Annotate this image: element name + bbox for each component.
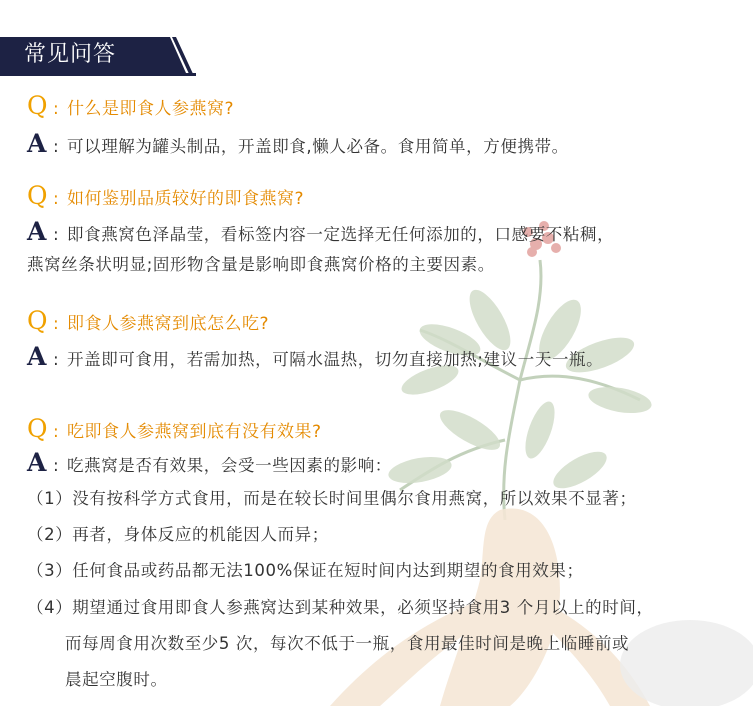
faq-item-2 (27, 181, 614, 283)
question-row (27, 414, 392, 444)
answer-text: 即食燕窝色泽晶莹，看标签内容一定选择无任何添加的，口感要不粘稠， (67, 225, 615, 244)
section-title: 常见问答 (24, 42, 117, 67)
a-colon: : (53, 456, 59, 476)
q-colon: : (53, 314, 59, 334)
faq-item-4 (27, 414, 392, 478)
list-item-2: （2）再者，身体反应的机能因人而异； (27, 525, 329, 544)
section-banner (0, 37, 200, 79)
list-item-4: （4）期望通过食用即食人参燕窝达到某种效果，必须坚持食用3 个月以上的时间， (27, 598, 654, 617)
faq-item-1 (27, 91, 569, 159)
answer-text-continued: 燕窝丝条状明显;固形物含量是影响即食燕窝价格的主要因素。 (27, 255, 495, 274)
a-mark: A (27, 129, 47, 158)
q-mark: Q (27, 181, 48, 210)
question-text: 吃即食人参燕窝到底有没有效果? (67, 422, 322, 442)
a-mark: A (27, 448, 47, 477)
a-colon: : (53, 225, 59, 245)
question-text: 什么是即食人参燕窝? (67, 99, 235, 119)
q-mark: Q (27, 306, 48, 335)
banner-underline (0, 73, 196, 76)
faq-item-3 (27, 306, 603, 372)
a-mark: A (27, 342, 47, 371)
answer-row (27, 129, 569, 159)
q-mark: Q (27, 91, 48, 120)
list-item-1: （1）没有按科学方式食用，而是在较长时间里偶尔食用燕窝，所以效果不显著； (27, 489, 637, 508)
answer-row (27, 342, 603, 372)
answer-text: 开盖即可食用，若需加热，可隔水温热，切勿直接加热;建议一天一瓶。 (67, 350, 604, 369)
question-row (27, 181, 614, 211)
question-text: 如何鉴别品质较好的即食燕窝? (67, 189, 305, 209)
q-mark: Q (27, 414, 48, 443)
question-row (27, 306, 603, 336)
list-item-4-continued-2: 晨起空腹时。 (65, 670, 168, 689)
answer-text: 可以理解为罐头制品，开盖即食,懒人必备。食用简单，方便携带。 (67, 137, 569, 156)
q-colon: : (53, 422, 59, 442)
a-colon: : (53, 137, 59, 157)
question-text: 即食人参燕窝到底怎么吃? (67, 314, 270, 334)
question-row (27, 91, 569, 121)
answer-text: 吃燕窝是否有效果，会受一些因素的影响： (67, 456, 392, 475)
q-colon: : (53, 189, 59, 209)
q-colon: : (53, 99, 59, 119)
a-colon: : (53, 350, 59, 370)
answer-row (27, 217, 614, 247)
list-item-4-continued: 而每周食用次数至少5 次，每次不低于一瓶，食用最佳时间是晚上临睡前或 (65, 634, 630, 653)
list-item-3: （3）任何食品或药品都无法100%保证在短时间内达到期望的食用效果； (27, 561, 584, 580)
answer-row (27, 448, 392, 478)
a-mark: A (27, 217, 47, 246)
